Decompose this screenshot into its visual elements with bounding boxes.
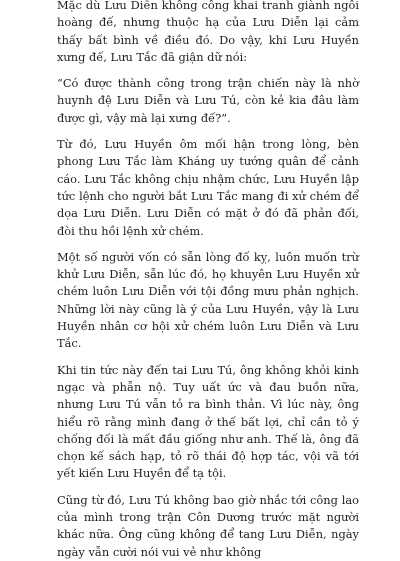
body-text — [57, 0, 359, 561]
paragraph-4: Một số người vốn có sẵn lòng đố kỵ, luôn muốn trừ khử Lưu Diễn, sẵn lúc đó, họ khuyên Lưu Huyền xử chém luôn Lưu Diễn với tội đồng mưu phản nghịch. Những lời này cũng là ý của Lưu Huyền, vậy là Lưu Huyền nhân cơ hội xử chém luôn Lưu Diễn và Lưu Tắc. — [57, 249, 359, 351]
paragraph-3: Từ đó, Lưu Huyền ôm mối hận trong lòng, bèn phong Lưu Tắc làm Kháng uy tướng quân để cảnh cáo. Lưu Tắc không chịu nhậm chức, Lưu Huyền lập tức lệnh cho người bắt Lưu Tắc mang đi xử chém để dọa Lưu Diễn. Lưu Diễn có mặt ở đó đã phản đối, đòi thu hồi lệnh xử chém. — [57, 137, 359, 238]
paragraph-2-quote: “Có được thành công trong trận chiến này là nhờ huynh đệ Lưu Diễn và Lưu Tú, còn kẻ kia đâu làm được gì, vậy mà lại xưng đế?”. — [57, 76, 359, 125]
paragraph-1: Mặc dù Lưu Diễn không công khai tranh giành ngôi hoàng đế, nhưng thuộc hạ của Lưu Diễn lại cảm thấy bất bình về điều đó. Do vậy, khi Lưu Huyền xưng đế, Lưu Tắc đã giận dữ nói: — [57, 0, 359, 64]
paragraph-5: Khi tin tức này đến tai Lưu Tú, ông không khỏi kinh ngạc và phẫn nộ. Tuy uất ức và đau buồn nữa, nhưng Lưu Tú vẫn tỏ ra bình thản. Vì lúc này, ông hiểu rõ rằng mình đang ở thế bất lợi, chỉ cần tỏ ý chống đối là mất đầu giống như anh. Thế là, ông đã chọn kế sách hạp, tỏ rõ thái độ hợp tác, vội vã tới yết kiến Lưu Huyền để tạ tội. — [57, 362, 359, 481]
paragraph-6: Cũng từ đó, Lưu Tú không bao giờ nhắc tới công lao của mình trong trận Côn Dương trước mặt người khác nữa. Ông cũng không để tang Lưu Diễn, ngày ngày vẫn cười nói vui vẻ như không — [57, 492, 359, 559]
